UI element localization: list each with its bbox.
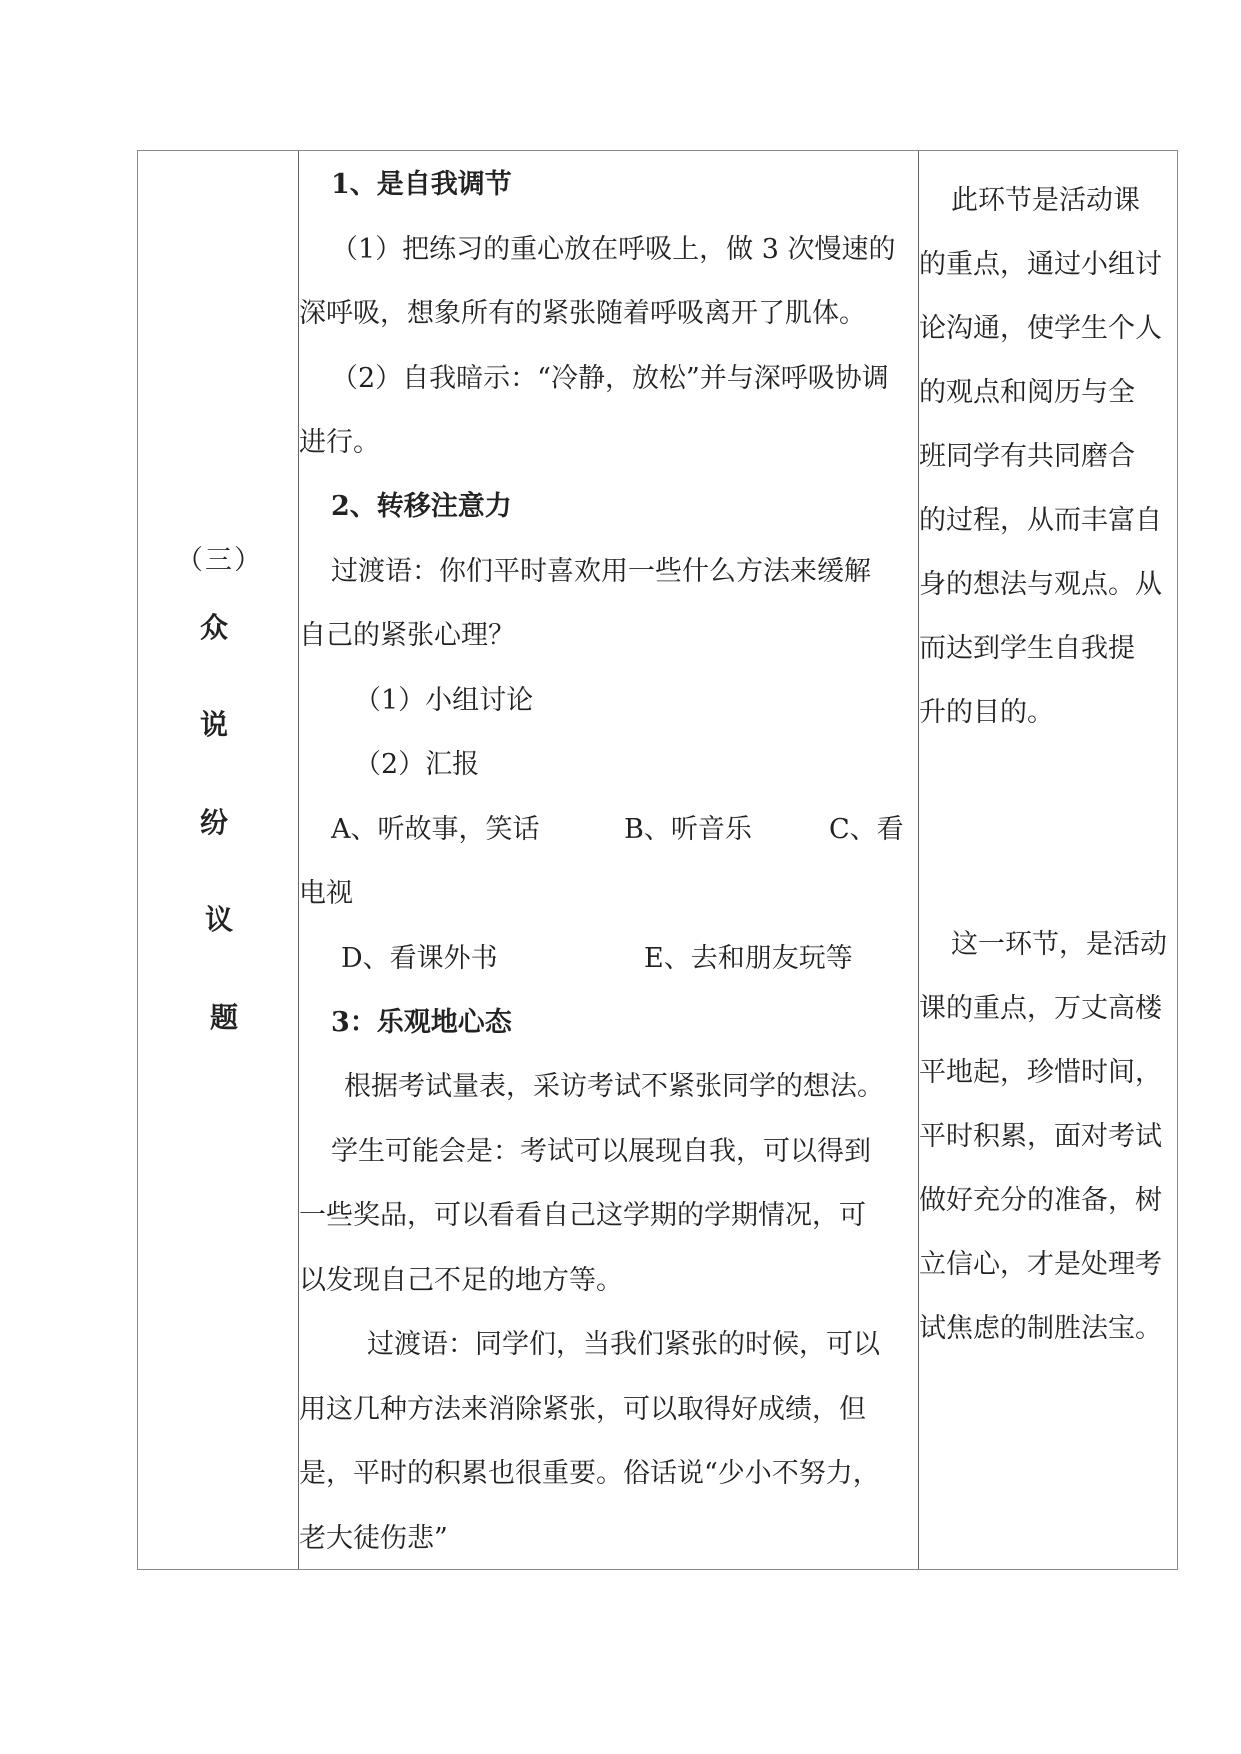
option-a: A、听故事，笑话 <box>331 814 540 845</box>
content-line: 自己的紧张心理？ <box>299 620 515 651</box>
option-c: C、看 <box>829 814 904 845</box>
section-number: （三） <box>176 545 263 576</box>
note-line: 立信心，才是处理考 <box>919 1249 1162 1280</box>
content-line: 用这几种方法来消除紧张，可以取得好成绩，但 <box>299 1394 866 1425</box>
section-title-char: 众 <box>200 611 229 644</box>
note-line: 平时积累，面对考试 <box>919 1121 1162 1152</box>
note-line: 身的想法与观点。从 <box>919 569 1162 600</box>
section-title-char: 议 <box>205 903 234 936</box>
note-line: 班同学有共同磨合 <box>919 441 1135 472</box>
content-line: 以发现自己不足的地方等。 <box>299 1265 623 1296</box>
option-b: B、听音乐 <box>624 814 752 845</box>
note-line: 论沟通，使学生个人 <box>919 313 1162 344</box>
heading-optimistic-mindset: 3：乐观地心态 <box>331 1007 512 1038</box>
content-line: （2）汇报 <box>354 749 480 780</box>
content-line: 根据考试量表，采访考试不紧张同学的想法。 <box>344 1071 884 1102</box>
heading-divert-attention: 2、转移注意力 <box>331 491 512 522</box>
note-line: 的观点和阅历与全 <box>919 377 1135 408</box>
content-line: 一些奖品，可以看看自己这学期的学期情况，可 <box>299 1200 866 1231</box>
content-line: （1）小组讨论 <box>354 685 534 716</box>
content-line: （2）自我暗示：“冷静，放松”并与深呼吸协调 <box>331 363 889 394</box>
notes-column <box>919 151 1177 1569</box>
section-column <box>138 151 298 1569</box>
content-line: 过渡语：你们平时喜欢用一些什么方法来缓解 <box>331 556 871 587</box>
section-title-char: 纷 <box>200 806 229 839</box>
note-line: 的重点，通过小组讨 <box>919 249 1162 280</box>
content-line: 深呼吸，想象所有的紧张随着呼吸离开了肌体。 <box>299 298 866 329</box>
content-line: 过渡语：同学们，当我们紧张的时候，可以 <box>367 1329 880 1360</box>
content-line: 是，平时的积累也很重要。俗话说“少小不努力， <box>299 1458 880 1489</box>
lesson-table <box>137 150 1178 1570</box>
note-line: 而达到学生自我提 <box>919 633 1135 664</box>
note-line: 的过程，从而丰富自 <box>919 505 1162 536</box>
content-column <box>299 151 918 1569</box>
note-line: 升的目的。 <box>919 697 1054 728</box>
note-line: 此环节是活动课 <box>951 185 1140 216</box>
note-line: 做好充分的准备，树 <box>919 1185 1162 1216</box>
option-d: D、看课外书 <box>341 943 498 974</box>
content-line: （1）把练习的重心放在呼吸上，做 3 次慢速的 <box>331 234 896 265</box>
content-line: 电视 <box>299 878 353 909</box>
note-line: 试焦虑的制胜法宝。 <box>919 1313 1162 1344</box>
note-line: 这一环节，是活动 <box>951 929 1167 960</box>
content-line: 学生可能会是：考试可以展现自我，可以得到 <box>331 1136 871 1167</box>
note-line: 课的重点，万丈高楼 <box>919 993 1162 1024</box>
option-e: E、去和朋友玩等 <box>644 943 853 974</box>
content-line: 进行。 <box>299 427 380 458</box>
note-line: 平地起，珍惜时间， <box>919 1057 1162 1088</box>
section-title-char: 说 <box>200 708 229 741</box>
section-title-char: 题 <box>210 1001 239 1034</box>
heading-self-regulation: 1、是自我调节 <box>331 169 512 200</box>
content-line: 老大徒伤悲” <box>299 1523 448 1554</box>
